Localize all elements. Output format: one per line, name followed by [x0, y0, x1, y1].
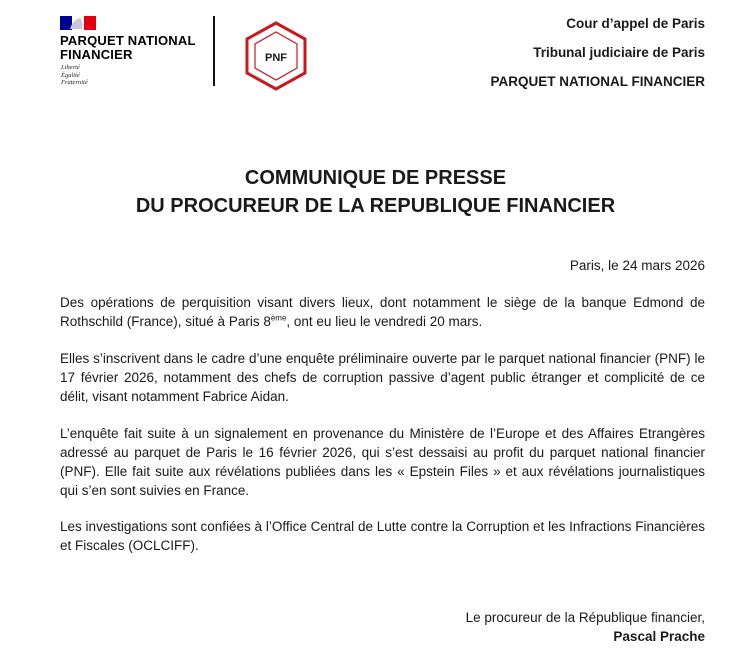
date-line: Paris, le 24 mars 2026	[569, 258, 705, 273]
motto-egalite: Égalité	[61, 71, 80, 79]
signature-name: Pascal Prache	[613, 629, 705, 644]
paragraph-1	[60, 293, 705, 331]
paragraph-1-end: , ont eu lieu le vendredi 20 mars.	[286, 314, 483, 329]
title-line2: DU PROCUREUR DE LA REPUBLIQUE FINANCIER	[135, 195, 616, 217]
pnf-mark-text: PNF	[265, 52, 287, 64]
marianne-flag-icon	[60, 16, 96, 30]
court-appel: Cour d’appel de Paris	[566, 16, 705, 31]
logo-title-line2: FINANCIER	[60, 47, 133, 62]
signature	[466, 608, 705, 646]
court-pnf: PARQUET NATIONAL FINANCIER	[490, 74, 705, 89]
title-line1: COMMUNIQUE DE PRESSE	[244, 167, 507, 189]
paragraph-3: L’enquête fait suite à un signalement en provenance du Ministère de l’Europe et des Affaires Etrangères adressé au parquet de Paris le 16 février 2026, qui s’est dessaisi au profit du parquet national financier (PNF). Elle fait suite aux révélations publiées dans les « Epstein Files » et aux révélations journalistiques qui s’en sont suivies en France.	[60, 426, 705, 498]
logo-divider	[213, 16, 215, 86]
logo-title-line1: PARQUET NATIONAL	[60, 33, 196, 48]
motto-fraternite: Fraternité	[61, 79, 88, 86]
logo-title	[60, 34, 196, 62]
signature-role: Le procureur de la République financier,	[465, 610, 705, 625]
pnf-hexagon-logo	[242, 20, 310, 92]
court-list	[491, 16, 706, 103]
motto-liberte: Liberté	[61, 64, 80, 71]
page-title	[0, 164, 751, 220]
paragraph-1-text: Des opérations de perquisition visant divers lieux, dont notamment le siège de la banque Edmond de Rothschild (France), situé à Paris 8	[60, 295, 705, 329]
paragraph-2: Elles s’inscrivent dans le cadre d’une enquête préliminaire ouverte par le parquet national financier (PNF) le 17 février 2026, notamment des chefs de corruption passive d’agent public étranger et complicité de ce délit, visant notamment Fabrice Aidan.	[60, 351, 705, 404]
motto	[61, 64, 88, 87]
logo-block	[60, 14, 320, 104]
paragraph-1-superscript: ème	[270, 313, 287, 323]
paragraph-4: Les investigations sont confiées à l’Office Central de Lutte contre la Corruption et les Infractions Financières et Fiscales (OCLCIFF).	[60, 519, 705, 553]
court-tribunal: Tribunal judiciaire de Paris	[533, 45, 705, 60]
